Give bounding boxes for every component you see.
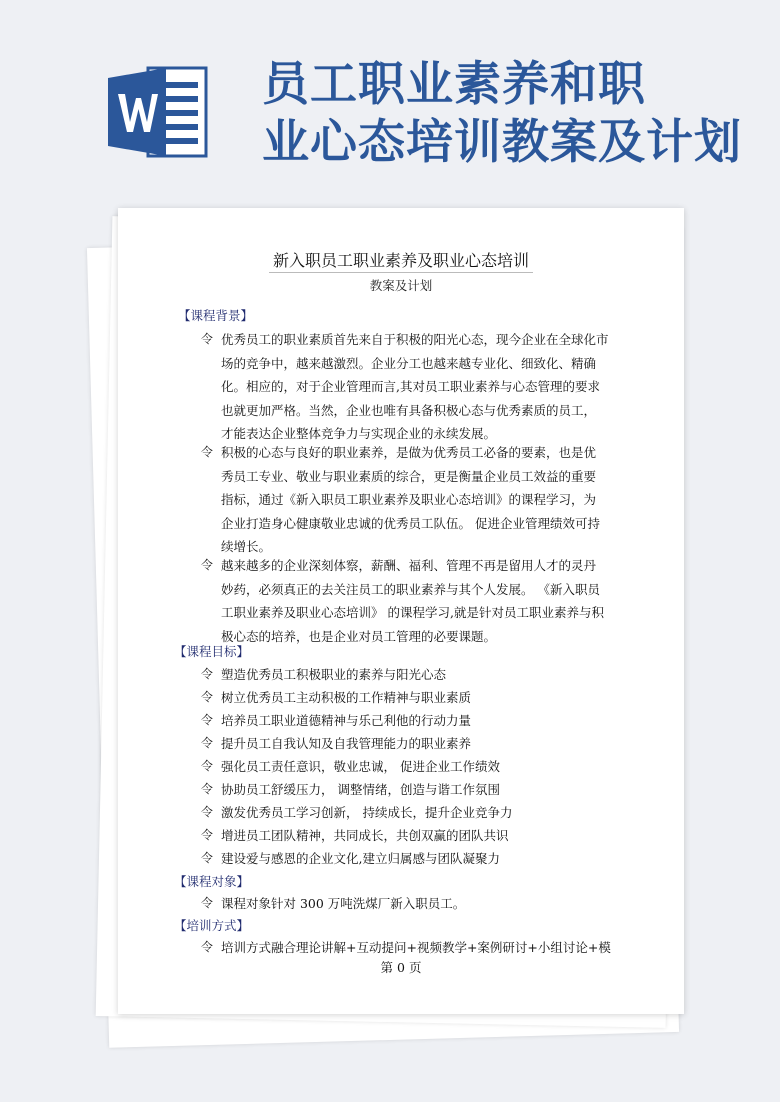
heading-line-1: 员工职业素养和职: [262, 57, 646, 112]
document-title: 新入职员工职业素养及职业心态培训: [118, 248, 684, 271]
bullet-icon: 令: [201, 805, 214, 819]
section-label-audience: 【课程对象】: [174, 874, 250, 889]
list-item: 令 建设爱与感恩的企业文化,建立归属感与团队凝聚力: [221, 847, 500, 871]
list-item: 令 课程对象针对 300 万吨洗煤厂新入职员工。: [221, 892, 465, 916]
bullet-icon: 令: [201, 690, 214, 704]
section-label-method: 【培训方式】: [174, 918, 250, 933]
list-item: 令 协助员工舒缓压力， 调整情绪，创造与谐工作氛围: [221, 778, 500, 802]
list-item: 令 培养员工职业道德精神与乐己利他的行动力量: [221, 709, 471, 733]
list-item: 令 优秀员工的职业素质首先来自于积极的阳光心态，现今企业在全球化市 场的竞争中，越来越激烈。企业分工也越来越专业化、细致化、精确 化。相应的，对于企业管理而言,其对员工职业素养与心态管理的要求 也就更加严格。当然，企业也唯有具备积极心态与优秀素质的员工， 才能表达企业整体竞争力与实现企业的永续发展。: [221, 328, 609, 446]
list-item: 令 培训方式融合理论讲解+互动提问+视频教学+案例研讨+小组讨论+模: [221, 936, 611, 960]
list-item: 令 越来越多的企业深刻体察，薪酬、福利、管理不再是留用人才的灵丹 妙药，必须真正的去关注员工的职业素养与其个人发展。 《新入职员 工职业素养及职业心态培训》 的课程学习,就是针对员工职业素养与积 极心态的培养，也是企业对员工管理的必要课题。: [221, 554, 604, 648]
word-logo-icon: [108, 66, 208, 158]
list-item: 令 提升员工自我认知及自我管理能力的职业素养: [221, 732, 471, 756]
bullet-icon: 令: [201, 667, 214, 681]
bullet-icon: 令: [201, 851, 214, 865]
bullet-icon: 令: [201, 896, 214, 910]
list-item: 令 积极的心态与良好的职业素养，是做为优秀员工必备的要素，也是优 秀员工专业、敬业与职业素质的综合，更是衡量企业员工效益的重要 指标，通过《新入职员工职业素养及职业心态培训》的课程学习，为 企业打造身心健康敬业忠诚的优秀员工队伍。 促进企业管理绩效可持 续增长。: [221, 441, 600, 559]
page-heading: [262, 56, 772, 172]
list-item: 令 树立优秀员工主动积极的工作精神与职业素质: [221, 686, 471, 710]
bullet-icon: 令: [201, 782, 214, 796]
list-item: 令 强化员工责任意识，敬业忠诚， 促进企业工作绩效: [221, 755, 500, 779]
bullet-icon: 令: [201, 736, 214, 750]
list-item: 令 增进员工团队精神，共同成长，共创双赢的团队共识: [221, 824, 509, 848]
bullet-icon: 令: [201, 759, 214, 773]
bullet-icon: 令: [201, 828, 214, 842]
list-item: 令 塑造优秀员工积极职业的素养与阳光心态: [221, 663, 446, 687]
bullet-icon: 令: [201, 940, 214, 954]
section-label-background: 【课程背景】: [178, 308, 254, 323]
section-label-goals: 【课程目标】: [174, 644, 250, 659]
page-number: 第 0 页: [380, 960, 422, 975]
heading-line-2: 业心态培训教案及计划: [262, 115, 742, 170]
bullet-icon: 令: [201, 445, 214, 459]
bullet-icon: 令: [201, 713, 214, 727]
document-page: [118, 208, 684, 1014]
document-subtitle: 教案及计划: [369, 278, 433, 293]
bullet-icon: 令: [201, 558, 214, 572]
list-item: 令 激发优秀员工学习创新， 持续成长，提升企业竞争力: [221, 801, 512, 825]
bullet-icon: 令: [201, 332, 214, 346]
